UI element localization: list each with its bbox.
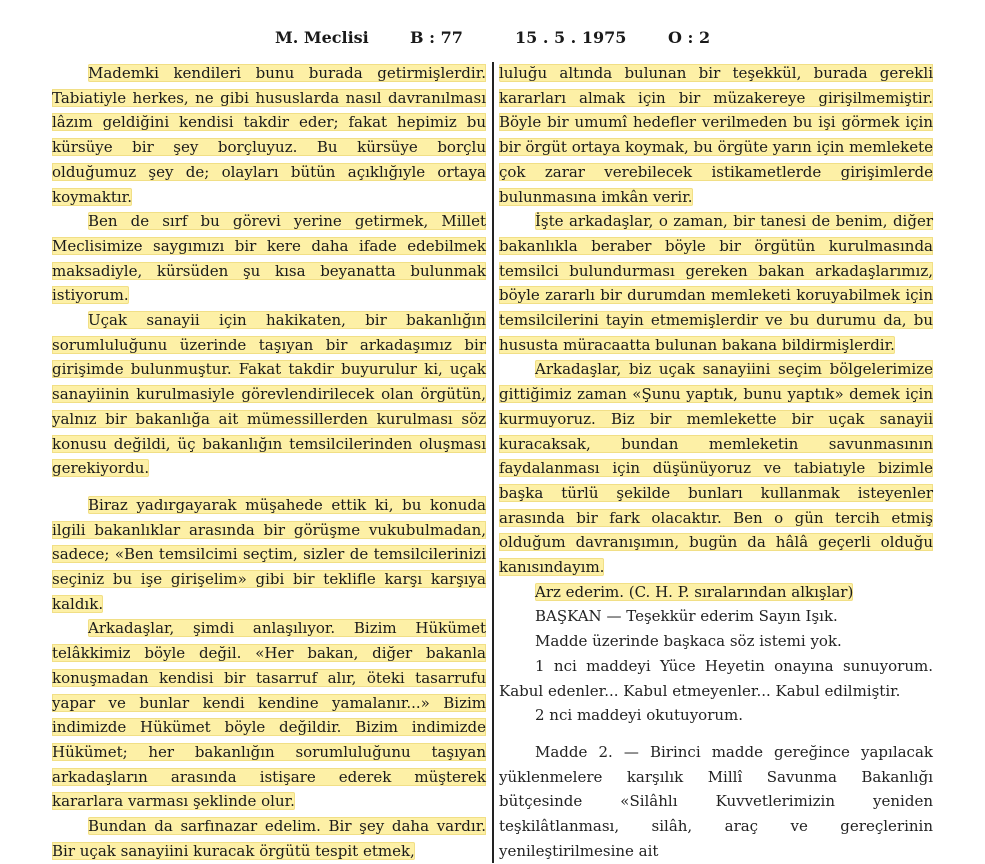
paragraph: Mademki kendileri bunu burada getirmişlerdir. Tabiatiyle herkes, ne gibi hususlarda nasıl davranılması lâzım geldiğini kendisi takdir eder; fakat hepimiz bu kürsüye bir şey borçluyuz. Bu kürsüye borçlu olduğumuz şey de; olayları bütün açıklığıyle ortaya koymaktır. (52, 64, 486, 206)
paragraph: İşte arkadaşlar, o zaman, bir tanesi de benim, diğer bakanlıkla beraber böyle bir örgütün kurulmasında temsilci bulundurması gereken bakan arkadaşlarımız, böyle zararlı bir durumdan memleketi koruyabilmek için temsilcilerini tayin etmemişlerdir ve bu durumu da, bu hususta müracaatta bulunan bakana bildirmişlerdir. (499, 212, 933, 354)
paragraph: Arkadaşlar, biz uçak sanayiini seçim bölgelerimize gittiğimiz zaman «Şunu yaptık, bunu yaptık» demek için kurmuyoruz. Biz bir memlekette bir uçak sanayii kuracaksak, bundan memleketin savunmasının faydalanması için düşünüyoruz ve tabiatıyle bizimle başka türlü şekilde bunları kullanmak isteyenler arasında bir fark olacaktır. Ben o gün tercih etmiş olduğum davranışımın, bugün da hâlâ geçerli olduğu kanısındayım. (499, 360, 933, 577)
left-column (52, 61, 486, 864)
paragraph: Arkadaşlar, şimdi anlaşılıyor. Bizim Hükümet telâkkimiz böyle değil. «Her bakan, diğer bakanla konuşmadan kendisi bir tasarruf alır, öteki tasarrufu yapar ve bunlar kendi kendine yamalanır...» Bizim indimizde Hükümet böyle değildir. Bizim indimizde Hükümet; her bakanlığın sorumluluğunu taşıyan arkadaşların arasında istişare ederek müşterek kararlara varması şeklinde olur. (52, 619, 486, 811)
speaker-line: BAŞKAN — Teşekkür ederim Sayın Işık. (535, 607, 838, 626)
article-text: Madde 2. — Birinci madde gereğince yapılacak yüklenmelere karşılık Millî Savunma Bakanlığı bütçesinde «Silâhlı Kuvvetlerimizin yeniden teşkilâtlanması, silâh, araç ve gereçlerinin yenileştirilmesine ait (499, 742, 933, 860)
right-column (499, 61, 933, 864)
session-number: B : 77 (410, 28, 463, 47)
paragraph: Ben de sırf bu görevi yerine getirmek, Millet Meclisimize saygımızı bir kere daha ifade edebilmek maksadiyle, kürsüden şu kısa beyanatta bulunmak istiyorum. (52, 212, 486, 305)
session-date: 15 . 5 . 1975 (515, 28, 627, 47)
page-header (0, 28, 985, 52)
paragraph: 2 nci maddeyi okutuyorum. (535, 706, 744, 725)
paragraph: Madde üzerinde başkaca söz istemi yok. (535, 632, 842, 651)
paragraph: Uçak sanayii için hakikaten, bir bakanlığın sorumluluğunu üzerinde taşıyan bir arkadaşımız bir girişimde bulunmuştur. Fakat takdir buyurulur ki, uçak sanayiinin kurulmasiyle görevlendirilecek olan örgütün, yalnız bir bakanlığa ait mümessillerden kurulması söz konusu değildi, üç bakanlığın temsilcilerinden oluşması gerekiyordu. (52, 311, 486, 478)
applause-note: Arz ederim. (C. H. P. sıralarından alkışlar) (535, 582, 854, 601)
paragraph: luluğu altında bulunan bir teşekkül, burada gerekli kararları almak için bir müzakereye girişilmemiştir. Böyle bir umumî hedefler verilmeden bu işi görmek için bir örgüt ortaya koymak, bu örgüte yarın için memlekete çok zarar verebilecek istikametlerde girişimlerde bulunmasına imkân verir. (499, 64, 933, 206)
assembly-title: M. Meclisi (275, 28, 369, 47)
paragraph: Biraz yadırgayarak müşahede ettik ki, bu konuda ilgili bakanlıklar arasında bir görüşme vukubulmadan, sadece; «Ben temsilcimi seçtim, sizler de temsilcilerinizi seçiniz bu işe girişelim» gibi bir teklifle karşı karşıya kaldık. (52, 495, 486, 613)
column-divider (492, 62, 494, 863)
paragraph: Bundan da sarfınazar edelim. Bir şey daha vardır. Bir uçak sanayiini kuracak örgütü tespit etmek, (52, 817, 486, 860)
sitting-number: O : 2 (668, 28, 711, 47)
vote-line: 1 nci maddeyi Yüce Heyetin onayına sunuyorum. Kabul edenler... Kabul etmeyenler... Kabul edilmiştir. (499, 656, 933, 700)
